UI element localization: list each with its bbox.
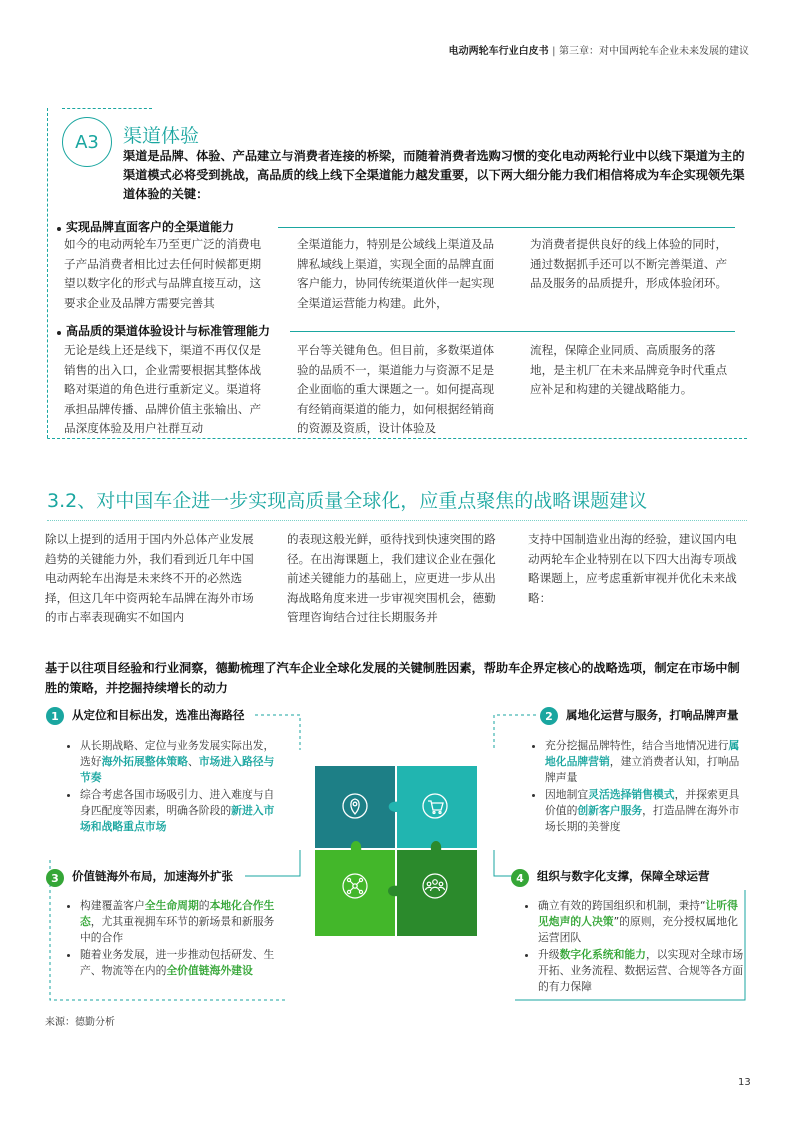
block-2-number: 2 (540, 707, 558, 725)
block-2-body (533, 738, 745, 836)
block-1-bullet-2: • 综合考虑各国市场吸引力、进入难度与自身匹配度等因素，明确各阶段的新进入市场和战略重点市场 (80, 787, 278, 835)
header-title: 电动两轮车行业白皮书 (448, 46, 549, 57)
figure-lead: 基于以往项目经验和行业洞察，德勤梳理了汽车企业全球化发展的关键制胜因素，帮助车企界定核心的战略选项，制定在市场中制胜的策略，并挖掘持续增长的动力 (45, 661, 740, 695)
page-number: 13 (738, 1077, 751, 1088)
block-2-bullet-1: • 充分挖掘品牌特性，结合当地情况进行属地化品牌营销，建立消费者认知，打响品牌声量 (545, 738, 745, 786)
sub2-col-3: 流程，保障企业同质、高质服务的落地，是主机厂在未来品牌竞争时代重点应补足和构建的关键战略能力。 (530, 343, 728, 396)
block-4-number: 4 (511, 869, 529, 887)
section-col-1: 除以上提到的适用于国内外总体产业发展趋势的关键能力外，我们看到近几年中国电动两轮车出海是未来终不开的必然选择，但这几年中资两轮车品牌在海外市场的市占率表现确实不如国内 (45, 532, 254, 624)
block-4-bullet-2: • 升级数字化系统和能力，以实现对全球市场开拓、业务流程、数据运营、合规等各方面的有力保障 (538, 947, 746, 995)
subheading-omnichannel: 实现品牌直面客户的全渠道能力 (66, 220, 235, 234)
puzzle-graphic (315, 766, 477, 936)
block-2-bullet-2: • 因地制宜灵活选择销售模式，并探索更具价值的创新客户服务，打造品牌在海外市场长期的美誉度 (545, 787, 745, 835)
sub1-col-2: 全渠道能力，特别是公域线上渠道及品牌私域线上渠道，实现全面的品牌直面客户能力，协同传统渠道伙伴一起实现全渠道运营能力构建。此外， (297, 237, 495, 310)
block-3-bullet-2: • 随着业务发展，进一步推动包括研发、生产、物流等在内的全价值链海外建设 (80, 947, 278, 979)
section-col-3: 支持中国制造业出海的经验，建议国内电动两轮车企业特别在以下四大出海专项战略课题上，应考虑重新审视并优化未来战略： (528, 532, 737, 605)
a3-intro: 渠道是品牌、体验、产品建立与消费者连接的桥梁，而随着消费者选购习惯的变化电动两轮行业中以线下渠道为主的渠道模式必将受到挑战，高品质的线上线下全渠道能力越发重要，以下两大细分能力我们相信将成为车企实现领先渠道体验的关键： (123, 149, 745, 201)
source-note: 来源：德勤分析 (45, 1017, 115, 1028)
block-3-body (68, 898, 278, 980)
section-title: 3.2、对中国车企进一步实现高质量全球化，应重点聚焦的战略课题建议 (47, 490, 648, 512)
block-3-bullet-1: • 构建覆盖客户全生命周期的本地化合作生态，尤其重视拥车环节的新场景和新服务中的合作 (80, 898, 278, 946)
block-3-number: 3 (46, 869, 64, 887)
sub1-col-1: 如今的电动两轮车乃至更广泛的消费电子产品消费者相比过去任何时候都更期望以数字化的形式与品牌直接互动，这要求企业及品牌方需要完善其 (64, 237, 262, 310)
block-4-bullet-1: • 确立有效的跨国组织和机制，秉持“让听得见炮声的人决策”的原则，充分授权属地化运营团队 (538, 898, 746, 946)
a3-badge: A3 (62, 117, 112, 167)
sub2-col-2: 平台等关键角色。但目前，多数渠道体验的品质不一，渠道能力与资源不足是企业面临的重大课题之一。如何提高现有经销商渠道的能力，如何根据经销商的资源及资质，设计体验及 (297, 343, 495, 435)
block-1-body (68, 738, 278, 836)
block-4-body (526, 898, 746, 996)
section-col-2: 的表现这般光鲜，亟待找到快速突围的路径。在出海课题上，我们建议企业在强化前述关键能力的基础上，应更进一步从出海战略角度来进一步审视突围机会，德勤管理咨询结合过往长期服务并 (287, 532, 496, 624)
subheading-channel-design: 高品质的渠道体验设计与标准管理能力 (66, 324, 271, 338)
block-1-number: 1 (46, 707, 64, 725)
header-separator: | (552, 46, 556, 57)
block-4-title: 组织与数字化支撑，保障全球运营 (537, 869, 710, 883)
sub1-col-3: 为消费者提供良好的线上体验的同时，通过数据抓手还可以不断完善渠道、产品及服务的品质提升，形成体验闭环。 (530, 237, 728, 290)
block-3-title: 价值链海外布局，加速海外扩张 (72, 869, 233, 883)
block-2-title: 属地化运营与服务，打响品牌声量 (566, 708, 739, 722)
block-1-title: 从定位和目标出发，选准出海路径 (72, 708, 245, 722)
puzzle-piece-bottom-right (388, 841, 477, 936)
header-chapter: 第三章：对中国两轮车企业未来发展的建议 (559, 46, 749, 57)
a3-title: 渠道体验 (123, 125, 200, 147)
sub2-col-1: 无论是线上还是线下，渠道不再仅仅是销售的出入口，企业需要根据其整体战略对渠道的角色进行重新定义。渠道将承担品牌传播、品牌价值主张输出、产品深度体验及用户社群互动 (64, 343, 262, 435)
block-1-bullet-1: • 从长期战略、定位与业务发展实际出发，选好海外拓展整体策略、市场进入路径与节奏 (80, 738, 278, 786)
